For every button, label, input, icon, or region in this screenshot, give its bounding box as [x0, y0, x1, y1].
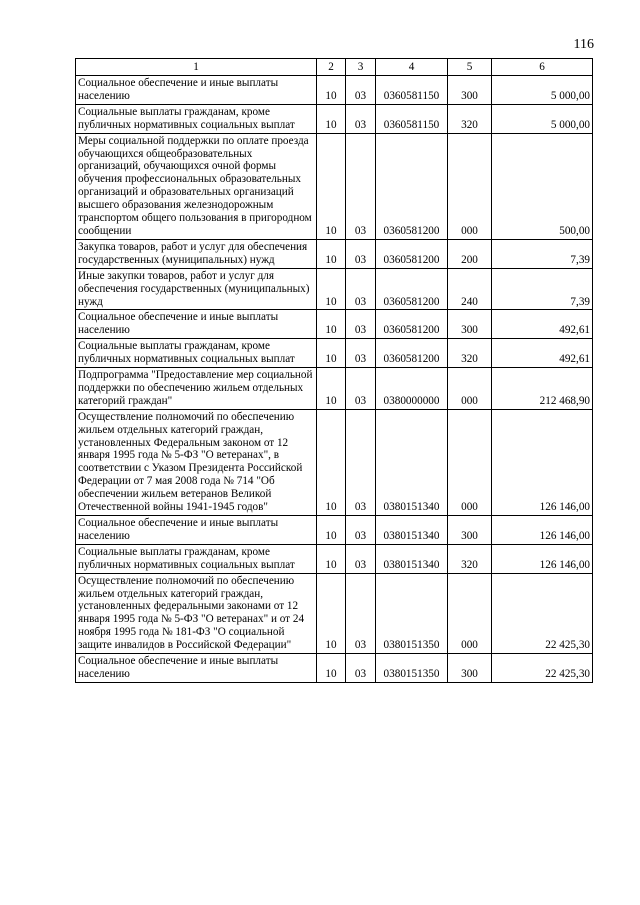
row-section: 10: [317, 409, 346, 515]
table-row: [76, 268, 593, 310]
row-amount: 22 425,30: [492, 573, 593, 653]
header-cell-name: 1: [76, 59, 317, 76]
row-name: Меры социальной поддержки по оплате проезда обучающихся общеобразовательных организаций, обучающихся очной формы обучения профессиональных образовательных организаций и образовательных организаций высшего образования железнодорожным транспортом общего пользования в пригородном сообщении: [76, 133, 317, 239]
row-amount: 5 000,00: [492, 76, 593, 105]
row-section: 10: [317, 133, 346, 239]
row-target-article: 0380151350: [376, 654, 448, 683]
row-subsection: 03: [346, 573, 376, 653]
table-row: [76, 516, 593, 545]
table-row: [76, 368, 593, 410]
row-name: Социальное обеспечение и иные выплаты населению: [76, 516, 317, 545]
row-section: 10: [317, 368, 346, 410]
row-target-article: 0360581150: [376, 104, 448, 133]
row-expense-type: 320: [448, 544, 492, 573]
row-subsection: 03: [346, 409, 376, 515]
table-row: [76, 654, 593, 683]
row-name: Социальные выплаты гражданам, кроме публичных нормативных социальных выплат: [76, 339, 317, 368]
table-row: [76, 310, 593, 339]
row-name: Осуществление полномочий по обеспечению жильем отдельных категорий граждан, установленных федеральными законами от 12 января 1995 года № 5-ФЗ "О ветеранах" и от 24 ноября 1995 года № 181-ФЗ "О социальной защите инвалидов в Российской Федерации": [76, 573, 317, 653]
row-name: Социальные выплаты гражданам, кроме публичных нормативных социальных выплат: [76, 544, 317, 573]
table-row: [76, 76, 593, 105]
row-section: 10: [317, 239, 346, 268]
row-subsection: 03: [346, 368, 376, 410]
row-amount: 22 425,30: [492, 654, 593, 683]
row-target-article: 0360581150: [376, 76, 448, 105]
row-name: Социальное обеспечение и иные выплаты населению: [76, 76, 317, 105]
row-amount: 7,39: [492, 268, 593, 310]
row-section: 10: [317, 516, 346, 545]
row-amount: 5 000,00: [492, 104, 593, 133]
row-subsection: 03: [346, 654, 376, 683]
row-target-article: 0360581200: [376, 239, 448, 268]
header-cell-section: 2: [317, 59, 346, 76]
row-target-article: 0380151340: [376, 409, 448, 515]
row-section: 10: [317, 104, 346, 133]
row-amount: 126 146,00: [492, 544, 593, 573]
row-target-article: 0380000000: [376, 368, 448, 410]
table-row: [76, 133, 593, 239]
table-row: [76, 409, 593, 515]
row-name: Социальные выплаты гражданам, кроме публичных нормативных социальных выплат: [76, 104, 317, 133]
row-section: 10: [317, 573, 346, 653]
row-expense-type: 000: [448, 573, 492, 653]
row-subsection: 03: [346, 310, 376, 339]
row-amount: 126 146,00: [492, 516, 593, 545]
row-expense-type: 300: [448, 76, 492, 105]
row-expense-type: 240: [448, 268, 492, 310]
row-name: Иные закупки товаров, работ и услуг для обеспечения государственных (муниципальных) нужд: [76, 268, 317, 310]
header-cell-subsection: 3: [346, 59, 376, 76]
header-row: [76, 59, 593, 76]
table-row: [76, 573, 593, 653]
row-subsection: 03: [346, 76, 376, 105]
header-cell-amount: 6: [492, 59, 593, 76]
row-subsection: 03: [346, 104, 376, 133]
row-amount: 492,61: [492, 339, 593, 368]
row-amount: 492,61: [492, 310, 593, 339]
row-name: Социальное обеспечение и иные выплаты населению: [76, 654, 317, 683]
row-subsection: 03: [346, 239, 376, 268]
header-cell-target-article: 4: [376, 59, 448, 76]
page-number: 116: [573, 37, 594, 52]
row-section: 10: [317, 268, 346, 310]
row-subsection: 03: [346, 544, 376, 573]
row-target-article: 0360581200: [376, 339, 448, 368]
row-amount: 500,00: [492, 133, 593, 239]
row-target-article: 0380151340: [376, 516, 448, 545]
table-row: [76, 239, 593, 268]
row-target-article: 0380151350: [376, 573, 448, 653]
row-target-article: 0360581200: [376, 268, 448, 310]
row-section: 10: [317, 339, 346, 368]
row-expense-type: 000: [448, 368, 492, 410]
row-subsection: 03: [346, 339, 376, 368]
row-subsection: 03: [346, 133, 376, 239]
row-expense-type: 300: [448, 516, 492, 545]
row-section: 10: [317, 654, 346, 683]
row-expense-type: 300: [448, 654, 492, 683]
header-cell-expense-type: 5: [448, 59, 492, 76]
row-amount: 7,39: [492, 239, 593, 268]
row-section: 10: [317, 76, 346, 105]
row-subsection: 03: [346, 268, 376, 310]
table-row: [76, 339, 593, 368]
table-row: [76, 544, 593, 573]
row-target-article: 0360581200: [376, 133, 448, 239]
row-section: 10: [317, 544, 346, 573]
row-expense-type: 320: [448, 104, 492, 133]
row-name: Закупка товаров, работ и услуг для обеспечения государственных (муниципальных) нужд: [76, 239, 317, 268]
row-amount: 126 146,00: [492, 409, 593, 515]
row-name: Подпрограмма "Предоставление мер социальной поддержки по обеспечению жильем отдельных категорий граждан": [76, 368, 317, 410]
row-section: 10: [317, 310, 346, 339]
budget-table: [75, 58, 593, 683]
row-expense-type: 200: [448, 239, 492, 268]
row-expense-type: 000: [448, 133, 492, 239]
row-target-article: 0380151340: [376, 544, 448, 573]
table-row: [76, 104, 593, 133]
row-expense-type: 320: [448, 339, 492, 368]
row-target-article: 0360581200: [376, 310, 448, 339]
row-amount: 212 468,90: [492, 368, 593, 410]
row-name: Осуществление полномочий по обеспечению жильем отдельных категорий граждан, установленных Федеральным законом от 12 января 1995 года № 5-ФЗ "О ветеранах", в соответствии с Указом Президента Российской Федерации от 7 мая 2008 года № 714 "Об обеспечении жильем ветеранов Великой Отечественной войны 1941-1945 годов": [76, 409, 317, 515]
row-expense-type: 300: [448, 310, 492, 339]
row-expense-type: 000: [448, 409, 492, 515]
row-name: Социальное обеспечение и иные выплаты населению: [76, 310, 317, 339]
row-subsection: 03: [346, 516, 376, 545]
